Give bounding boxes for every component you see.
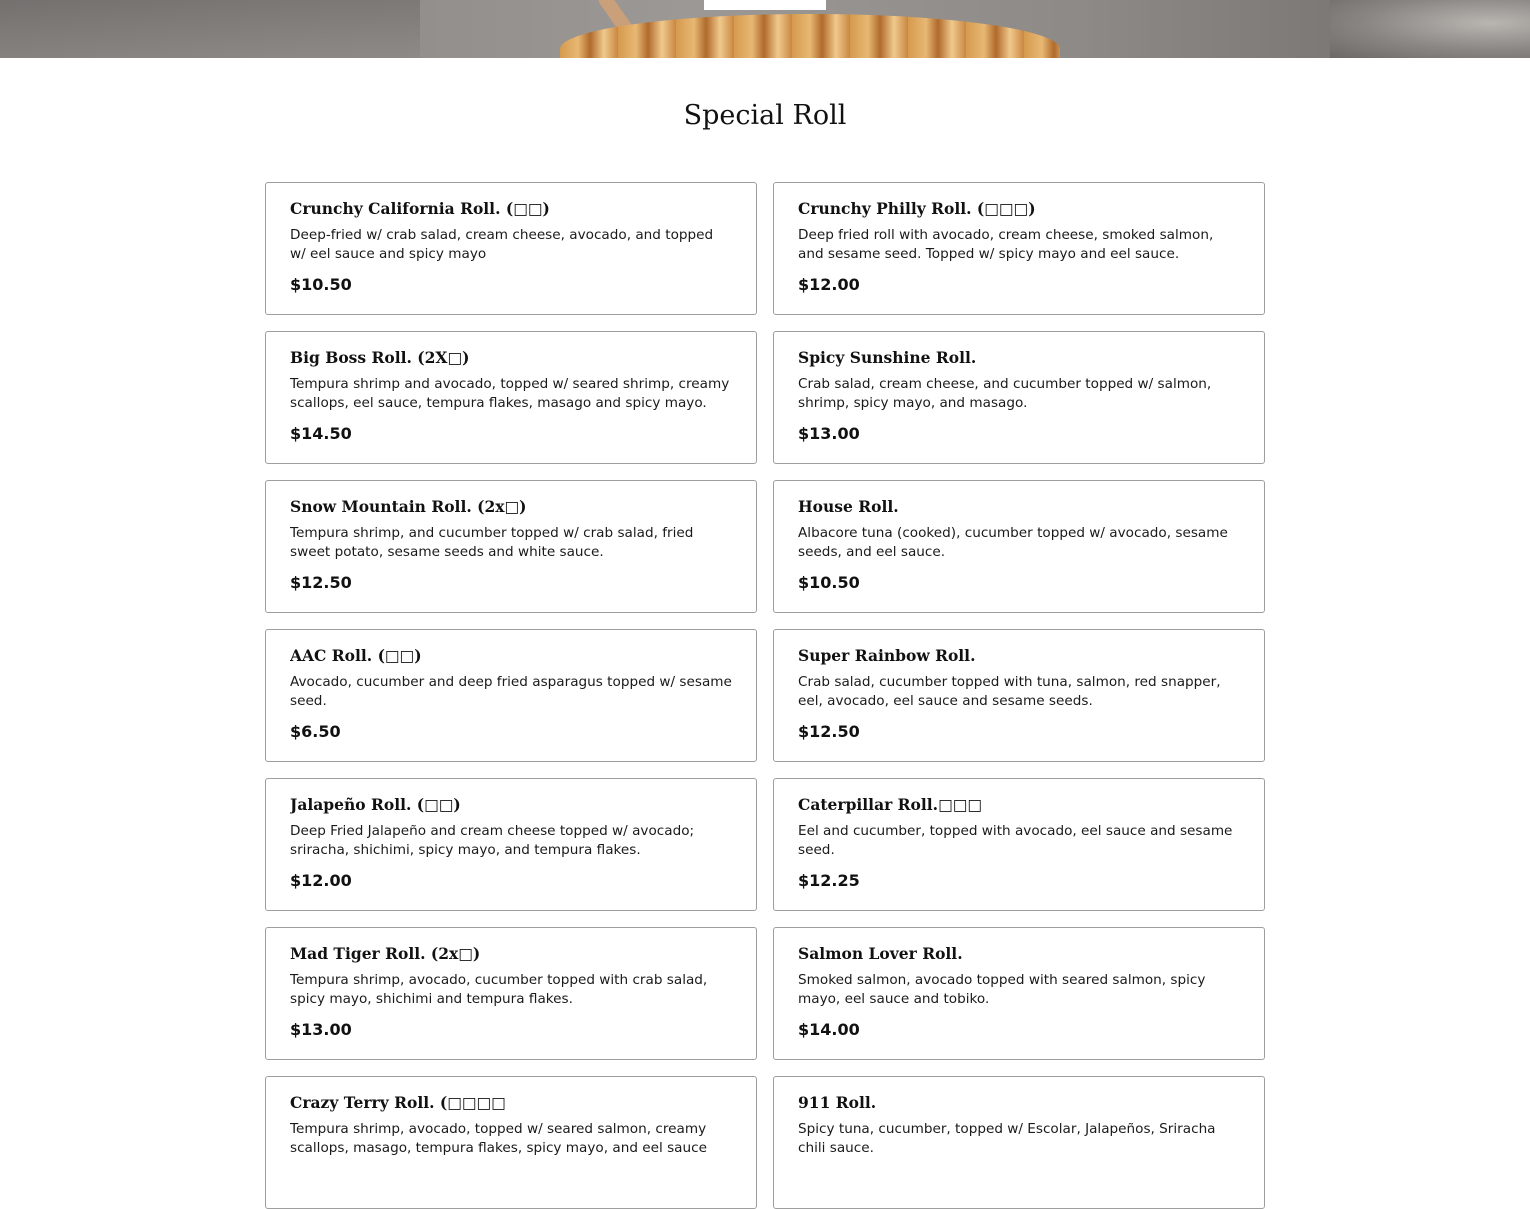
menu-item-card[interactable] [265,480,757,613]
menu-item-name: Crunchy California Roll. (□□) [290,199,550,218]
menu-item-description: Spicy tuna, cucumber, topped w/ Escolar, Jalapeños, Sriracha chili sauce. [798,1121,1216,1156]
menu-item-description: Tempura shrimp, avocado, topped w/ seared salmon, creamy scallops, masago, tempura flakes, spicy mayo, and eel sauce [290,1121,707,1156]
menu-item-card[interactable] [773,778,1265,911]
section-title: Special Roll [683,100,847,131]
menu-item-description: Smoked salmon, avocado topped with seared salmon, spicy mayo, eel sauce and tobiko. [798,972,1206,1007]
menu-item-name: Spicy Sunshine Roll. [798,348,977,367]
menu-item-price: $12.00 [290,871,352,890]
hero-shadow [0,0,420,58]
menu-item-price: $13.00 [290,1020,352,1039]
menu-item-card[interactable] [265,629,757,762]
menu-item-description: Deep-fried w/ crab salad, cream cheese, avocado, and topped w/ eel sauce and spicy mayo [290,227,714,262]
menu-item-name: Caterpillar Roll.□□□ [798,795,983,814]
menu-item-name: House Roll. [798,497,899,516]
menu-item-name: 911 Roll. [798,1093,877,1112]
menu-item-price: $14.50 [290,424,352,443]
menu-grid [265,182,1265,1209]
menu-item-price: $12.50 [798,722,860,741]
menu-item-price: $12.50 [290,573,352,592]
menu-item-description: Tempura shrimp, and cucumber topped w/ crab salad, fried sweet potato, sesame seeds and white sauce. [290,525,694,560]
menu-item-description: Albacore tuna (cooked), cucumber topped w/ avocado, sesame seeds, and eel sauce. [798,525,1228,560]
menu-item-card[interactable] [265,778,757,911]
menu-item-name: AAC Roll. (□□) [290,646,422,665]
menu-item-card[interactable] [265,331,757,464]
menu-item-card[interactable] [265,1076,757,1209]
menu-item-name: Crunchy Philly Roll. (□□□) [798,199,1036,218]
menu-item-description: Tempura shrimp and avocado, topped w/ seared shrimp, creamy scallops, eel sauce, tempura flakes, masago and spicy mayo. [290,376,730,411]
sushi-roll-graphic [560,14,1060,58]
menu-item-name: Salmon Lover Roll. [798,944,963,963]
menu-item-description: Eel and cucumber, topped with avocado, eel sauce and sesame seed. [798,823,1233,858]
menu-item-name: Crazy Terry Roll. (□□□□ [290,1093,506,1112]
menu-item-name: Big Boss Roll. (2X□) [290,348,470,367]
menu-item-card[interactable] [773,927,1265,1060]
menu-item-name: Jalapeño Roll. (□□) [290,795,461,814]
hero-tab[interactable] [704,0,826,10]
menu-item-name: Mad Tiger Roll. (2x□) [290,944,481,963]
menu-item-card[interactable] [773,331,1265,464]
menu-item-price: $14.00 [798,1020,860,1039]
menu-item-description: Tempura shrimp, avocado, cucumber topped with crab salad, spicy mayo, shichimi and tempura flakes. [290,972,708,1007]
menu-item-description: Crab salad, cucumber topped with tuna, salmon, red snapper, eel, avocado, eel sauce and sesame seeds. [798,674,1221,709]
menu-item-description: Crab salad, cream cheese, and cucumber topped w/ salmon, shrimp, spicy mayo, and masago. [798,376,1212,411]
menu-item-price: $13.00 [798,424,860,443]
menu-item-description: Deep Fried Jalapeño and cream cheese topped w/ avocado; sriracha, shichimi, spicy mayo, and tempura flakes. [290,823,695,858]
menu-item-card[interactable] [773,629,1265,762]
menu-item-name: Super Rainbow Roll. [798,646,976,665]
menu-item-price: $10.50 [798,573,860,592]
menu-item-card[interactable] [773,182,1265,315]
menu-item-name: Snow Mountain Roll. (2x□) [290,497,527,516]
menu-item-price: $12.25 [798,871,860,890]
menu-item-card[interactable] [773,480,1265,613]
menu-item-price: $10.50 [290,275,352,294]
menu-item-description: Avocado, cucumber and deep fried asparagus topped w/ sesame seed. [290,674,732,709]
menu-item-description: Deep fried roll with avocado, cream cheese, smoked salmon, and sesame seed. Topped w/ spicy mayo and eel sauce. [798,227,1214,262]
menu-item-price: $12.00 [798,275,860,294]
hero-banner-image [0,0,1530,58]
menu-item-card[interactable] [265,927,757,1060]
menu-item-card[interactable] [773,1076,1265,1209]
menu-item-card[interactable] [265,182,757,315]
menu-item-price: $6.50 [290,722,341,741]
hero-highlight [1330,0,1530,58]
